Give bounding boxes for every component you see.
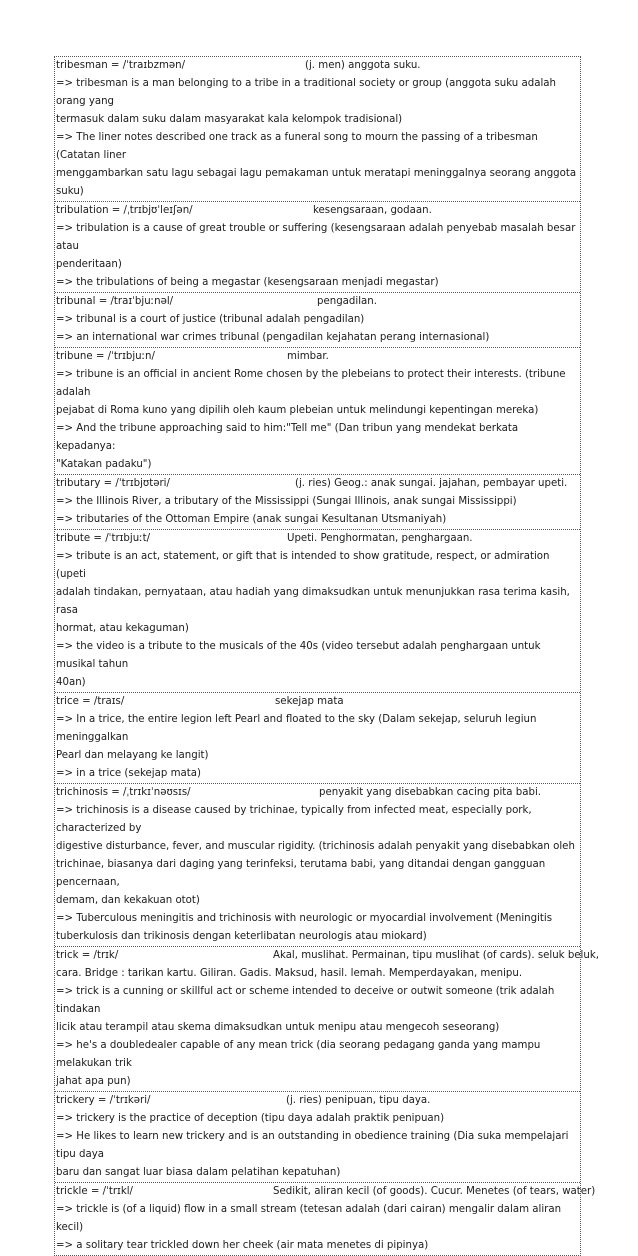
entry-text-line: penderitaan) (56, 259, 122, 270)
entry-text-line: => tributaries of the Ottoman Empire (anak sungai Kesultanan Utsmaniyah) (56, 514, 447, 525)
entry-text-line: => He likes to learn new trickery and is an outstanding in obedience training (Dia suka mempelajari tipu daya (56, 1131, 569, 1160)
entry-headword-row (55, 530, 580, 548)
entry-text-line: => trichinosis is a disease caused by trichinae, typically from infected meat, especially pork, characterized by (56, 805, 532, 834)
entry-term: tribute = /ˈtrɪbjuːt/ (56, 533, 151, 544)
dictionary-entry (55, 293, 580, 348)
dictionary-entry (55, 1183, 596, 1255)
entry-headword-row (55, 1092, 580, 1110)
entry-meaning: (j. ries) penipuan, tipu daya. (286, 1095, 431, 1106)
entry-text-line: => in a trice (sekejap mata) (56, 768, 201, 779)
entry-term: trickle = /ˈtrɪkl/ (56, 1186, 133, 1197)
dictionary-entry (55, 784, 580, 947)
dictionary-entry (55, 348, 580, 475)
entry-text-line: cara. Bridge : tarikan kartu. Giliran. Gadis. Maksud, hasil. lemah. Memperdayakan, menipu. (56, 968, 523, 979)
entry-text-line: => tribunal is a court of justice (tribunal adalah pengadilan) (56, 314, 365, 325)
entry-term: trichinosis = /ˌtrɪkɪˈnəʊsɪs/ (56, 787, 191, 798)
entry-term: trickery = /ˈtrɪkəri/ (56, 1095, 151, 1106)
entry-text-line: 40an) (56, 677, 86, 688)
entry-text-line: "Katakan padaku") (56, 459, 152, 470)
entry-text-line: trichinae, biasanya dari daging yang terinfeksi, terutama babi, yang ditandai dengan gangguan pencernaan, (56, 859, 546, 888)
entry-text-line: => the tribulations of being a megastar (kesengsaraan menjadi megastar) (56, 277, 439, 288)
dictionary-document (54, 56, 599, 1256)
entry-text-line: Pearl dan melayang ke langit) (56, 750, 209, 761)
entry-headword-row (55, 1183, 596, 1201)
entry-text-line: => In a trice, the entire legion left Pearl and floated to the sky (Dalam sekejap, seluruh legiun meninggalkan (56, 714, 537, 743)
entry-text-line: adalah tindakan, pernyataan, atau hadiah yang dimaksudkan untuk menunjukkan rasa terima kasih, rasa (56, 587, 570, 616)
entry-term: tribesman = /ˈtraɪbzmən/ (56, 60, 186, 71)
entry-meaning: pengadilan. (317, 296, 377, 307)
entry-term: tributary = /ˈtrɪbjʊtəri/ (56, 478, 170, 489)
entry-headword-row (55, 475, 580, 493)
entry-text-line: baru dan sangat luar biasa dalam pelatihan kepatuhan) (56, 1167, 341, 1178)
entry-text-line: => he's a doubledealer capable of any mean trick (dia seorang pedagang ganda yang mampu melakukan trik (56, 1040, 541, 1069)
entry-text-line: menggambarkan satu lagu sebagai lagu pemakaman untuk meratapi meninggalnya seorang anggota suku) (56, 168, 577, 197)
dictionary-entry (55, 530, 580, 693)
entry-text-line: => tribune is an official in ancient Rome chosen by the plebeians to protect their interests. (tribune adalah (56, 369, 566, 398)
entry-text-line: => tribesman is a man belonging to a tribe in a traditional society or group (anggota suku adalah orang yang (56, 78, 556, 107)
dictionary-entry (55, 475, 580, 530)
entry-headword-row (55, 348, 580, 366)
entry-text-line: => an international war crimes tribunal (pengadilan kejahatan perang internasional) (56, 332, 490, 343)
entry-term: trice = /traɪs/ (56, 696, 125, 707)
entry-text-line: => tribulation is a cause of great trouble or suffering (kesengsaraan adalah penyebab masalah besar atau (56, 223, 576, 252)
entry-text-line: demam, dan kekakuan otot) (56, 895, 200, 906)
entry-text-line: => Tuberculous meningitis and trichinosis with neurologic or myocardial involvement (Meningitis (56, 913, 553, 924)
entry-meaning: Sedikit, aliran kecil (of goods). Cucur. Menetes (of tears, water) (273, 1186, 596, 1197)
dictionary-entry (55, 202, 580, 293)
entry-meaning: penyakit yang disebabkan cacing pita babi. (319, 787, 542, 798)
entry-text-line: => the Illinois River, a tributary of the Mississippi (Sungai Illinois, anak sungai Mississippi) (56, 496, 517, 507)
entry-text-line: hormat, atau kekaguman) (56, 623, 189, 634)
entry-text-line: tuberkulosis dan trikinosis dengan keterlibatan neurologis atau miokard) (56, 931, 427, 942)
entry-text-line: => trickle is (of a liquid) flow in a small stream (tetesan adalah (dari cairan) mengalir dalam aliran kecil) (56, 1204, 562, 1233)
entry-headword-row (55, 784, 580, 802)
entry-text-line: => trickery is the practice of deception (tipu daya adalah praktik penipuan) (56, 1113, 445, 1124)
entry-meaning: Upeti. Penghormatan, penghargaan. (287, 533, 473, 544)
entry-text-line: termasuk dalam suku dalam masyarakat kala kelompok tradisional) (56, 114, 403, 125)
dictionary-entry (55, 1092, 580, 1183)
entry-text-line: => tribute is an act, statement, or gift that is intended to show gratitude, respect, or admiration (upeti (56, 551, 550, 580)
entry-term: tribunal = /traɪˈbjuːnəl/ (56, 296, 174, 307)
entry-meaning: (j. men) anggota suku. (305, 60, 421, 71)
entry-text-line: => And the tribune approaching said to him:"Tell me" (Dan tribun yang mendekat berkata kepadanya: (56, 423, 519, 452)
entry-text-line: => the video is a tribute to the musicals of the 40s (video tersebut adalah penghargaan untuk musikal tahun (56, 641, 541, 670)
entry-text-line: => a solitary tear trickled down her cheek (air mata menetes di pipinya) (56, 1240, 429, 1251)
entry-text-line: pejabat di Roma kuno yang dipilih oleh kaum plebeian untuk melindungi kepentingan mereka) (56, 405, 539, 416)
entry-text-line: => trick is a cunning or skillful act or scheme intended to deceive or outwit someone (trik adalah tindakan (56, 986, 555, 1015)
entry-text-line: licik atau terampil atau skema dimaksudkan untuk menipu atau mengecoh seseorang) (56, 1022, 500, 1033)
entry-meaning: sekejap mata (275, 696, 344, 707)
entry-text-line: jahat apa pun) (56, 1076, 131, 1087)
entry-meaning: mimbar. (287, 351, 329, 362)
entry-term: tribulation = /ˌtrɪbjʊˈleɪʃən/ (56, 205, 193, 216)
dictionary-entry (55, 947, 599, 1092)
entry-meaning: (j. ries) Geog.: anak sungai. jajahan, pembayar upeti. (295, 478, 568, 489)
entry-term: trick = /trɪk/ (56, 950, 119, 961)
entry-headword-row (55, 293, 580, 311)
entry-meaning: kesengsaraan, godaan. (313, 205, 432, 216)
entry-headword-row (55, 202, 580, 220)
dictionary-entry (55, 57, 580, 202)
entry-headword-row (55, 57, 580, 75)
entry-meaning: Akal, muslihat. Permainan, tipu muslihat (of cards). seluk beluk, (273, 950, 599, 961)
entry-text-line: => The liner notes described one track as a funeral song to mourn the passing of a tribesman (Catatan liner (56, 132, 538, 161)
dictionary-entry (55, 693, 580, 784)
entry-headword-row (55, 693, 580, 711)
entry-headword-row (55, 947, 599, 965)
entry-term: tribune = /ˈtrɪbjuːn/ (56, 351, 155, 362)
entry-text-line: digestive disturbance, fever, and muscular rigidity. (trichinosis adalah penyakit yang disebabkan oleh (56, 841, 575, 852)
